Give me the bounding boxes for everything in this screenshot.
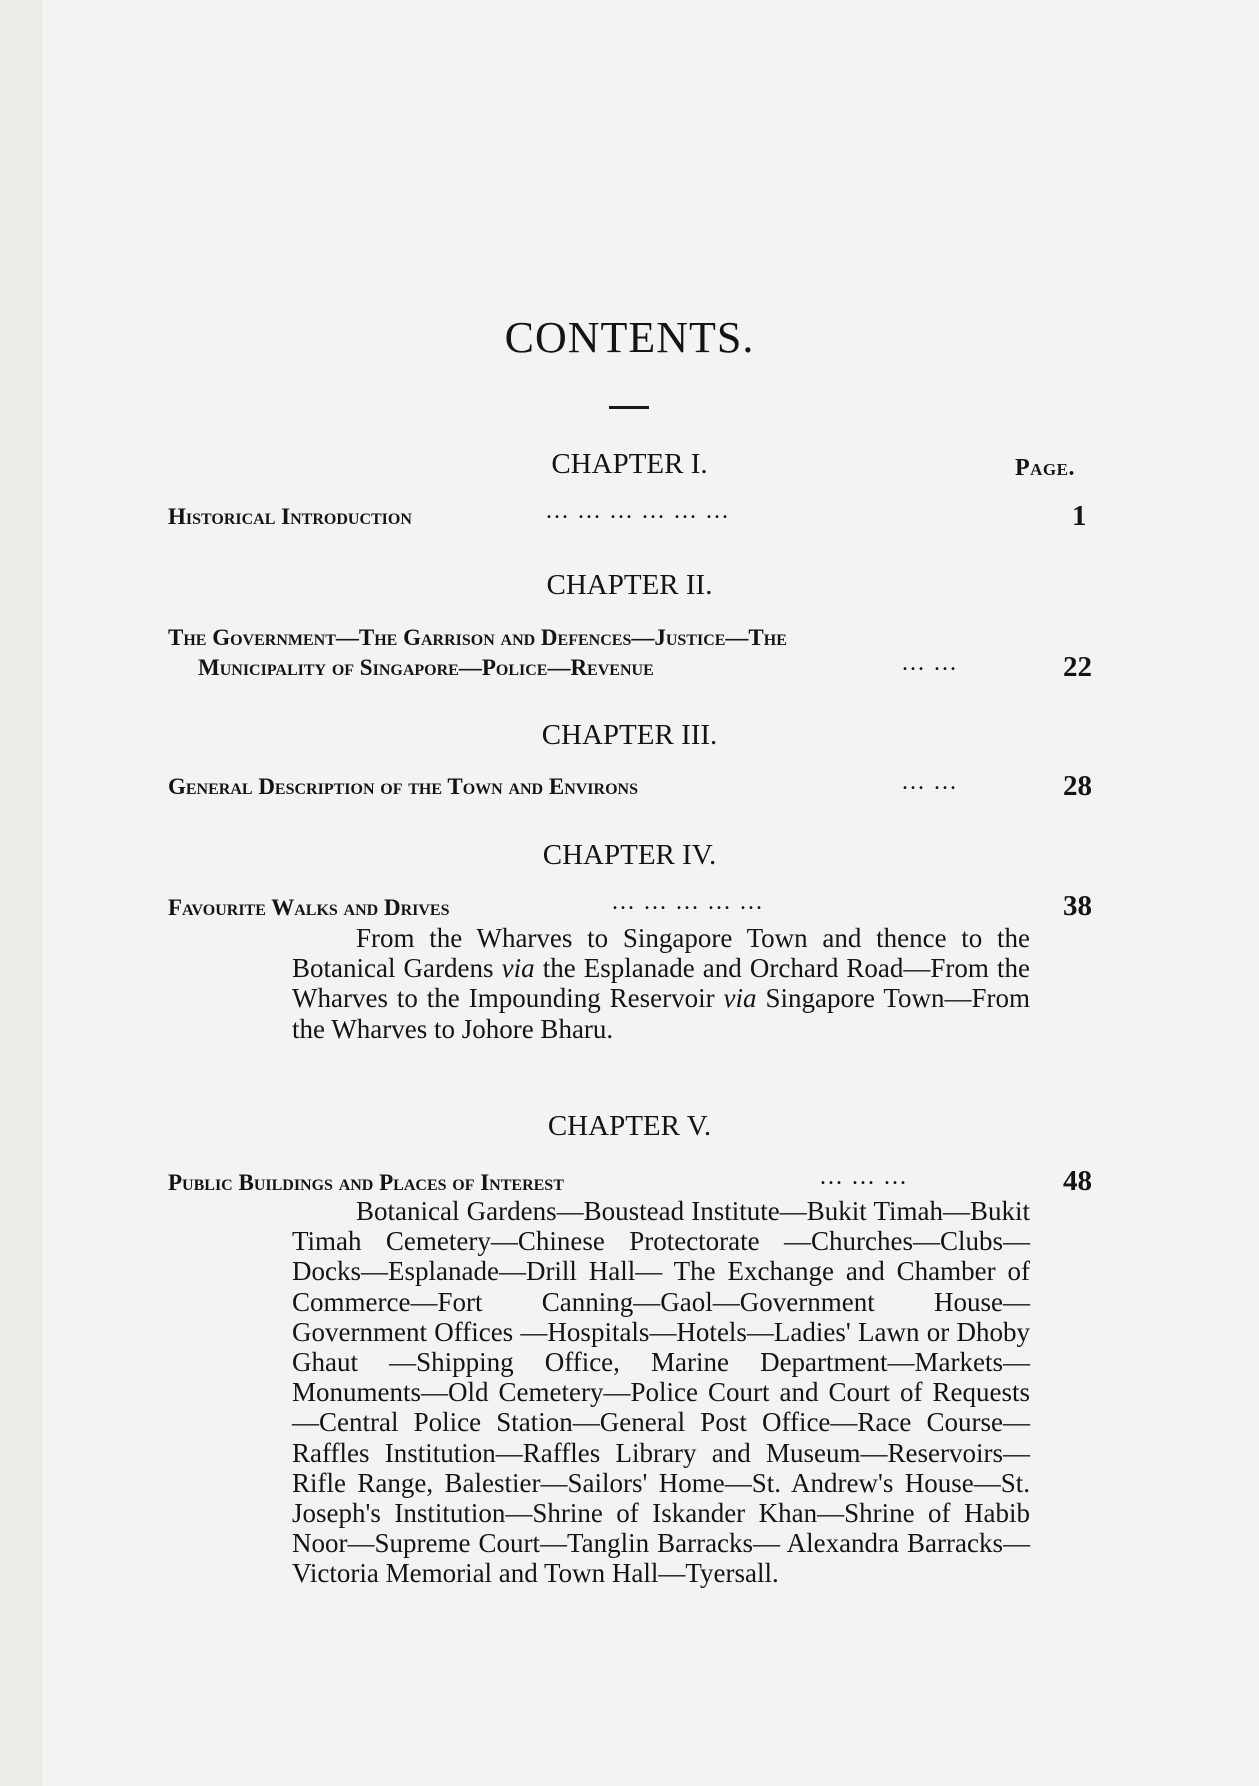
page-edge [0, 0, 42, 1786]
chapter-4-description [292, 923, 1030, 1044]
chapter-4-desc-via-1: via [501, 953, 535, 984]
chapter-4-desc-part-c: Singapore Town—From the Wharves to Johore Bharu. [292, 983, 1030, 1044]
chapter-2-entry-line-2: Municipality of Singapore—Police—Revenue [198, 655, 654, 680]
chapter-4-leader-dots: ... ... ... ... ... [612, 889, 764, 915]
chapter-1-page-number: 1 [1072, 500, 1087, 532]
chapter-5-page-number: 48 [1063, 1165, 1092, 1197]
chapter-3-entry: General Description of the Town and Environs [168, 774, 638, 799]
chapter-1-heading: CHAPTER I. [551, 448, 708, 480]
chapter-4-page-number: 38 [1063, 890, 1092, 922]
chapter-5-heading: CHAPTER V. [547, 1110, 712, 1142]
chapter-4-heading: CHAPTER IV. [542, 839, 717, 871]
chapter-3-page-number: 28 [1063, 770, 1092, 802]
chapter-4-entry: Favourite Walks and Drives [168, 895, 450, 920]
chapter-1-title: Historical Introduction [168, 504, 412, 529]
chapter-4-desc-part-b: the Esplanade and Orchard Road—From the Wharves to the Impounding Reservoir [292, 953, 1030, 1014]
chapter-3-leader-dots: ... ... [902, 769, 958, 795]
chapter-5-entry: Public Buildings and Places of Interest [168, 1170, 564, 1195]
chapter-4-desc-via-2: via [723, 983, 757, 1014]
chapter-5-leader-dots: ... ... ... [820, 1164, 908, 1190]
chapter-2-heading: CHAPTER II. [546, 569, 713, 601]
chapter-1-leader-dots: ... ... ... ... ... ... [546, 498, 730, 524]
chapter-2-entry-line-1: The Government—The Garrison and Defences—Justice—The [168, 625, 787, 650]
page-title: CONTENTS. [504, 313, 755, 362]
chapter-4-desc-part-a: From the Wharves to Singapore Town and thence to the Botanical Gardens [292, 923, 1030, 984]
page-column-label: Page. [1015, 455, 1075, 481]
chapter-2-page-number: 22 [1063, 651, 1092, 683]
chapter-2-leader-dots: ... ... [902, 650, 958, 676]
chapter-5-description: Botanical Gardens—Boustead Institute—Bukit Timah—Bukit Timah Cemetery—Chinese Protectorate —Churches—Clubs—Docks—Esplanade—Drill Hall— The Exchange and Chamber of Commerce—Fort Canning—Gaol—Government House—Government Offices —Hospitals—Hotels—Ladies' Lawn or Dhoby Ghaut —Shipping Office, Marine Department—Markets— Monuments—Old Cemetery—Police Court and Court of Requests—Central Police Station—General Post Office—Race Course—Raffles Institution—Raffles Library and Museum—Reservoirs—Rifle Range, Balestier—Sailors' Home—St. Andrew's House—St. Joseph's Institution—Shrine of Iskander Khan—Shrine of Habib Noor—Supreme Court—Tanglin Barracks— Alexandra Barracks—Victoria Memorial and Town Hall—Tyersall. [292, 1196, 1030, 1589]
chapter-3-heading: CHAPTER III. [541, 719, 718, 751]
title-rule [609, 406, 649, 409]
